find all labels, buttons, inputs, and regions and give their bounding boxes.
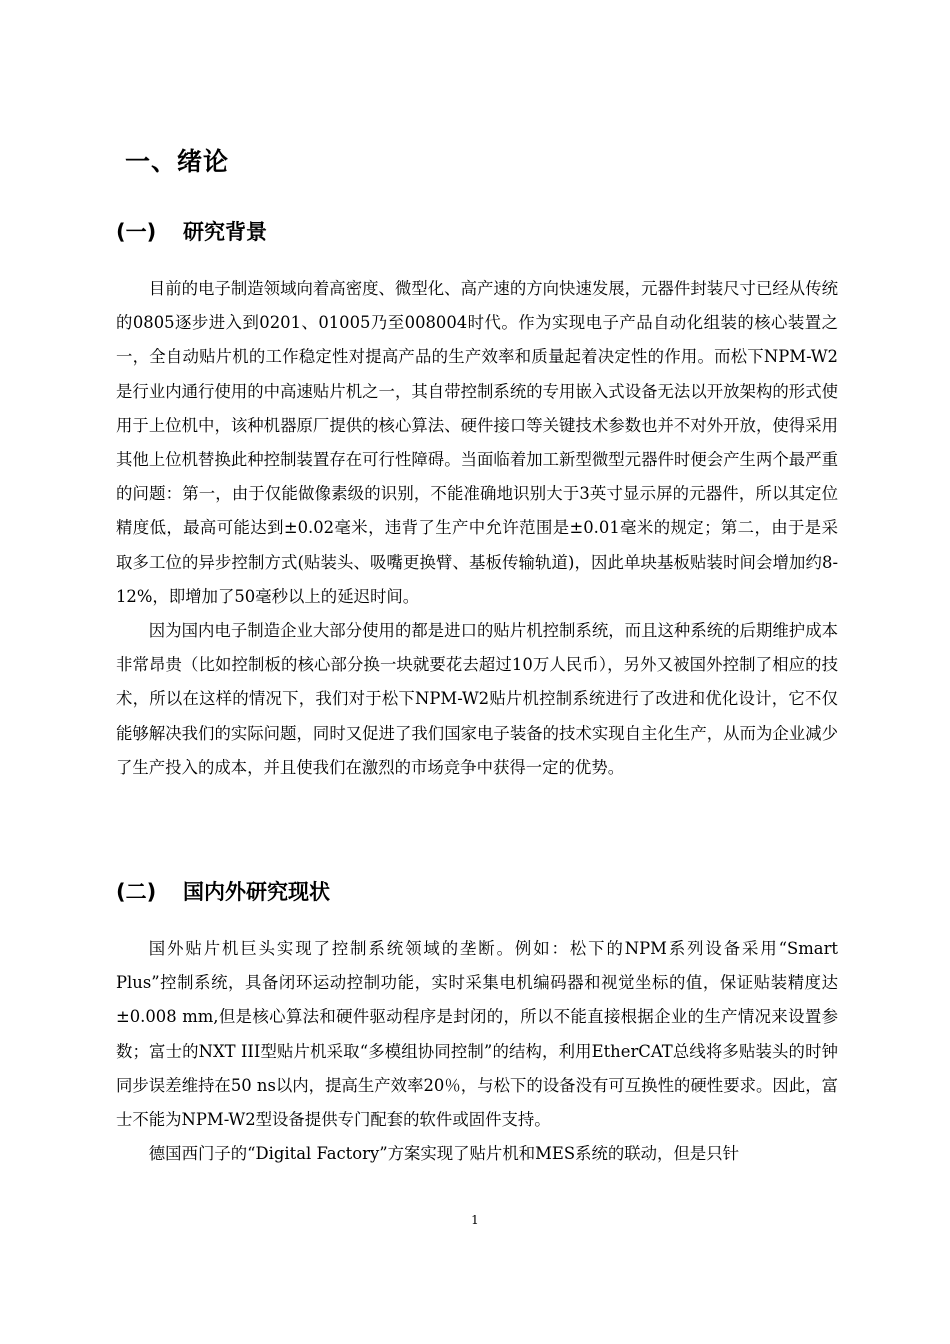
paragraph: 目前的电子制造领域向着高密度、微型化、高产速的方向快速发展，元器件封装尺寸已经从传统的0805逐步进入到0201、01005乃至008004时代。作为实现电子产品自动化组装的核心装置之一，全自动贴片机的工作稳定性对提高产品的生产效率和质量起着决定性的作用。而松下NPM-W2是行业内通行使用的中高速贴片机之一，其自带控制系统的专用嵌入式设备无法以开放架构的形式使用于上位机中，该种机器原厂提供的核心算法、硬件接口等关键技术参数也并不对外开放，使得采用其他上位机替换此种控制装置存在可行性障碍。当面临着加工新型微型元器件时便会产生两个最严重的问题：第一，由于仅能做像素级的识别，不能准确地识别大于3英寸显示屏的元器件，所以其定位精度低，最高可能达到±0.02毫米，违背了生产中允许范围是±0.01毫米的规定；第二，由于是采取多工位的异步控制方式(贴装头、吸嘴更换臂、基板传输轨道)，因此单块基板贴装时间会增加约8-12%，即增加了50毫秒以上的延迟时间。 — [116, 279, 838, 606]
section-body-research-status — [116, 932, 838, 1171]
paragraph: 因为国内电子制造企业大部分使用的都是进口的贴片机控制系统，而且这种系统的后期维护成本非常昂贵（比如控制板的核心部分换一块就要花去超过10万人民币），另外又被国外控制了相应的技术，所以在这样的情况下，我们对于松下NPM-W2贴片机控制系统进行了改进和优化设计，它不仅能够解决我们的实际问题，同时又促进了我们国家电子装备的技术实现自主化生产，从而为企业减少了生产投入的成本，并且使我们在激烈的市场竞争中获得一定的优势。 — [116, 621, 838, 777]
section-title-text: 研究背景 — [183, 220, 267, 244]
section-body-background — [116, 272, 838, 785]
chapter-title: 一、绪论 — [125, 147, 230, 176]
section-heading-research-status — [116, 876, 330, 908]
paragraph: 国外贴片机巨头实现了控制系统领域的垄断。例如：松下的NPM系列设备采用“Smart Plus”控制系统，具备闭环运动控制功能，实时采集电机编码器和视觉坐标的值，保证贴装精度达±0.008 mm,但是核心算法和硬件驱动程序是封闭的，所以不能直接根据企业的生产情况来设置参数；富士的NXT III型贴片机采取“多模组协同控制”的结构，利用EtherCAT总线将多贴装头的时钟同步误差维持在50 ns以内，提高生产效率20％，与松下的设备没有可互换性的硬性要求。因此，富士不能为NPM-W2型设备提供专门配套的软件或固件支持。 — [116, 939, 838, 1130]
paragraph: 德国西门子的“Digital Factory”方案实现了贴片机和MES系统的联动，但是只针 — [148, 1144, 739, 1164]
section-heading-background — [116, 216, 267, 248]
section-number: (一) — [116, 220, 157, 244]
page-number: 1 — [471, 1213, 479, 1227]
section-title-text: 国内外研究现状 — [183, 880, 330, 904]
section-number: (二) — [116, 880, 157, 904]
